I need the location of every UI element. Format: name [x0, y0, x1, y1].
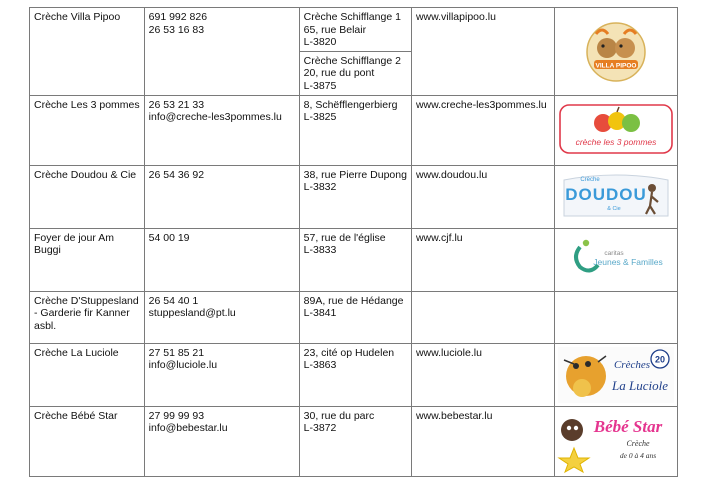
address-line: 20, rue du pont: [303, 67, 375, 80]
logo-text: caritas: [604, 249, 624, 257]
contact-line: info@luciole.lu: [148, 359, 218, 372]
website-cell: [411, 95, 554, 165]
villa-pipoo-logo: [556, 20, 676, 82]
logo-text: de 0 à 4 ans: [619, 451, 657, 461]
address-cell: [299, 165, 411, 228]
address-block: [300, 51, 411, 95]
address-line: 57, rue de l'église: [303, 231, 386, 244]
logo-text: Crèche: [626, 439, 650, 449]
contact-cell: [144, 291, 299, 343]
website-link[interactable]: www.villapipoo.lu: [415, 11, 496, 23]
logo-cell: [554, 165, 677, 228]
logo-cell: [554, 8, 677, 96]
table-row: [30, 95, 678, 165]
address-cell: [299, 8, 411, 96]
address-line: 38, rue Pierre Dupong: [303, 168, 407, 181]
contact-line: 26 53 16 83: [148, 23, 205, 36]
address-line: L-3863: [303, 359, 337, 372]
luciole-logo: [556, 344, 676, 406]
logo-cell: [554, 343, 677, 406]
address-line: 30, rue du parc: [303, 409, 375, 422]
website-link[interactable]: www.doudou.lu: [415, 168, 488, 181]
logo-cell: [554, 95, 677, 165]
website-link[interactable]: www.creche-les3pommes.lu: [415, 98, 547, 111]
contact-line: 26 54 40 1: [148, 294, 199, 307]
logo-text: Jeunes & Familles: [593, 256, 663, 267]
address-line: 65, rue Belair: [303, 23, 367, 36]
website-link[interactable]: www.cjf.lu: [415, 231, 463, 244]
website-cell: [411, 228, 554, 291]
creche-name: Foyer de jour Am: [34, 231, 114, 244]
creche-name-cell: [30, 406, 145, 476]
contact-cell: [144, 228, 299, 291]
address-line: L-3833: [303, 244, 337, 257]
logo-cell: [554, 291, 677, 343]
logo-text: crèche les 3 pommes: [575, 137, 657, 148]
address-line: 89A, rue de Hédange: [303, 294, 404, 307]
table-row: [30, 165, 678, 228]
address-cell: [299, 406, 411, 476]
creche-name-cell: [30, 228, 145, 291]
les-3-pommes-logo: [556, 99, 676, 161]
creche-name: Crèche D'Stuppesland: [34, 294, 139, 307]
address-line: L-3820: [303, 36, 337, 49]
creche-name: Crèche Les 3 pommes: [34, 98, 140, 111]
table-row: [30, 291, 678, 343]
logo-text: VILLA PIPOO: [595, 62, 637, 70]
table-row: [30, 8, 678, 96]
address-cell: [299, 291, 411, 343]
address-cell: [299, 343, 411, 406]
creche-name-cell: [30, 165, 145, 228]
logo-text: Crèche: [580, 176, 600, 183]
address-line: Crèche Schifflange 2: [303, 54, 401, 67]
creche-name: Crèche Villa Pipoo: [34, 11, 121, 23]
caritas-logo: [556, 229, 676, 291]
contact-cell: [144, 343, 299, 406]
contact-line: 691 992 826: [148, 11, 208, 23]
creche-name-cell: [30, 343, 145, 406]
logo-text: & Cie: [607, 205, 621, 212]
contact-line: 26 54 36 92: [148, 168, 205, 181]
creche-name-cell: [30, 291, 145, 343]
contact-line: 54 00 19: [148, 231, 190, 244]
contact-cell: [144, 8, 299, 96]
doudou-logo: [556, 166, 676, 228]
website-cell: [411, 406, 554, 476]
logo-text: DOUDOU: [565, 184, 647, 204]
website-cell: [411, 343, 554, 406]
contact-cell: [144, 406, 299, 476]
contact-line: info@creche-les3pommes.lu: [148, 111, 282, 124]
creche-name: asbl.: [34, 319, 57, 332]
contact-cell: [144, 95, 299, 165]
creche-name: Crèche Doudou & Cie: [34, 168, 137, 181]
bebe-star-logo: [556, 410, 676, 472]
contact-line: 26 53 21 33: [148, 98, 205, 111]
website-cell: [411, 8, 554, 96]
table-row: [30, 228, 678, 291]
creche-table: [29, 7, 678, 477]
address-line: 23, cité op Hudelen: [303, 346, 395, 359]
website-link[interactable]: www.bebestar.lu: [415, 409, 493, 422]
table-row: [30, 343, 678, 406]
creche-name: Crèche La Luciole: [34, 346, 119, 359]
website-link[interactable]: www.luciole.lu: [415, 346, 482, 359]
logo-cell: [554, 406, 677, 476]
creche-name-cell: [30, 95, 145, 165]
contact-line: 27 51 85 21: [148, 346, 205, 359]
creche-name: - Garderie fir Kanner: [34, 307, 130, 320]
website-cell: [411, 165, 554, 228]
address-line: L-3872: [303, 422, 337, 435]
table-row: [30, 406, 678, 476]
contact-line: 27 99 99 93: [148, 409, 205, 422]
website-cell: [411, 291, 554, 343]
address-block: [300, 8, 411, 51]
creche-name: Buggi: [34, 244, 61, 257]
address-line: L-3841: [303, 307, 337, 320]
logo-text: La Luciole: [611, 377, 668, 393]
address-line: L-3875: [303, 79, 337, 92]
address-line: L-3825: [303, 111, 337, 124]
contact-line: stuppesland@pt.lu: [148, 307, 236, 320]
logo-text: 20: [654, 354, 665, 365]
logo-text: Bébé Star: [593, 417, 663, 437]
logo-text: Crèches: [613, 358, 650, 371]
address-line: L-3832: [303, 181, 337, 194]
address-cell: [299, 228, 411, 291]
contact-cell: [144, 165, 299, 228]
address-cell: [299, 95, 411, 165]
logo-cell: [554, 228, 677, 291]
contact-line: info@bebestar.lu: [148, 422, 228, 435]
creche-name: Crèche Bébé Star: [34, 409, 118, 422]
address-line: 8, Schëfflengerbierg: [303, 98, 398, 111]
creche-name-cell: [30, 8, 145, 96]
address-line: Crèche Schifflange 1: [303, 11, 401, 23]
